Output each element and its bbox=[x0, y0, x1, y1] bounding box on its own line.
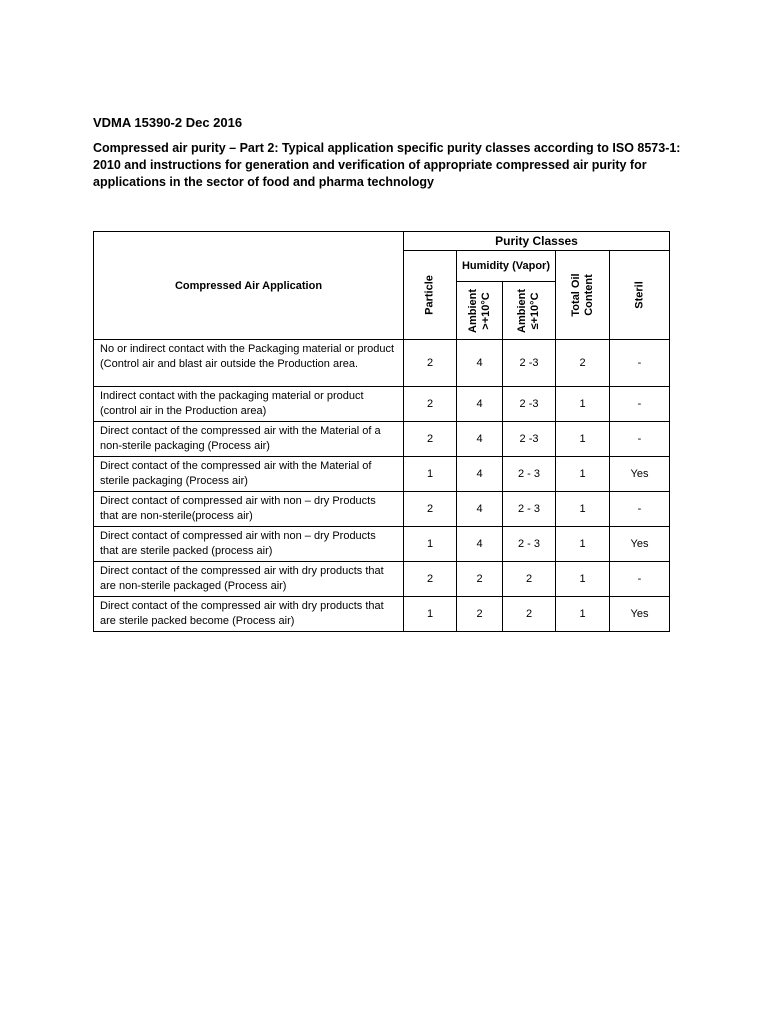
oil-cell: 1 bbox=[556, 457, 610, 492]
amb1-cell: 4 bbox=[457, 340, 503, 387]
application-cell: Direct contact of the compressed air with dry products that are sterile packed become (Process air) bbox=[94, 597, 404, 632]
purity-classes-table bbox=[93, 231, 670, 632]
amb1-cell: 4 bbox=[457, 492, 503, 527]
steril-header: Steril bbox=[610, 251, 670, 340]
steril-cell: - bbox=[610, 562, 670, 597]
table-row bbox=[94, 527, 670, 562]
table-row bbox=[94, 562, 670, 597]
amb2-cell: 2 - 3 bbox=[503, 527, 556, 562]
oil-cell: 1 bbox=[556, 562, 610, 597]
amb2-cell: 2 bbox=[503, 597, 556, 632]
particle-cell: 2 bbox=[404, 340, 457, 387]
steril-cell: - bbox=[610, 422, 670, 457]
application-cell: Direct contact of the compressed air with dry products that are non-sterile packaged (Process air) bbox=[94, 562, 404, 597]
oil-cell: 1 bbox=[556, 527, 610, 562]
particle-cell: 2 bbox=[404, 562, 457, 597]
oil-cell: 1 bbox=[556, 422, 610, 457]
amb2-cell: 2 -3 bbox=[503, 422, 556, 457]
particle-cell: 1 bbox=[404, 527, 457, 562]
application-cell: No or indirect contact with the Packaging material or product (Control air and blast air outside the Production area. bbox=[94, 340, 404, 387]
amb1-cell: 4 bbox=[457, 422, 503, 457]
oil-cell: 1 bbox=[556, 597, 610, 632]
amb1-cell: 2 bbox=[457, 597, 503, 632]
table-row bbox=[94, 422, 670, 457]
application-cell: Direct contact of compressed air with non – dry Products that are non-sterile(process air) bbox=[94, 492, 404, 527]
table-row bbox=[94, 492, 670, 527]
ambient-above-10c-header: Ambient >+10°C bbox=[457, 282, 503, 340]
amb1-cell: 4 bbox=[457, 527, 503, 562]
steril-cell: Yes bbox=[610, 597, 670, 632]
steril-cell: Yes bbox=[610, 527, 670, 562]
table-row bbox=[94, 457, 670, 492]
amb2-cell: 2 - 3 bbox=[503, 492, 556, 527]
steril-cell: - bbox=[610, 492, 670, 527]
document-title: Compressed air purity – Part 2: Typical application specific purity classes according to ISO 8573-1: 2010 and instructions for generation and verification of appropriate compressed air purity for applications in the sector of food and pharma technology bbox=[93, 141, 681, 189]
table-row bbox=[94, 597, 670, 632]
total-oil-content-header: Total Oil Content bbox=[556, 251, 610, 340]
particle-cell: 1 bbox=[404, 457, 457, 492]
steril-cell: - bbox=[610, 387, 670, 422]
particle-cell: 2 bbox=[404, 492, 457, 527]
particle-header: Particle bbox=[404, 251, 457, 340]
amb2-cell: 2 -3 bbox=[503, 387, 556, 422]
compressed-air-application-header: Compressed Air Application bbox=[94, 232, 404, 340]
oil-cell: 1 bbox=[556, 387, 610, 422]
purity-classes-header: Purity Classes bbox=[404, 232, 670, 251]
steril-cell: - bbox=[610, 340, 670, 387]
application-cell: Direct contact of the compressed air with the Material of a non-sterile packaging (Process air) bbox=[94, 422, 404, 457]
document-id: VDMA 15390-2 Dec 2016 bbox=[93, 115, 243, 130]
amb2-cell: 2 -3 bbox=[503, 340, 556, 387]
table-row bbox=[94, 387, 670, 422]
amb1-cell: 4 bbox=[457, 387, 503, 422]
steril-cell: Yes bbox=[610, 457, 670, 492]
application-cell: Direct contact of the compressed air with the Material of sterile packaging (Process air) bbox=[94, 457, 404, 492]
application-cell: Direct contact of compressed air with non – dry Products that are sterile packed (process air) bbox=[94, 527, 404, 562]
amb1-cell: 2 bbox=[457, 562, 503, 597]
particle-cell: 2 bbox=[404, 387, 457, 422]
amb2-cell: 2 - 3 bbox=[503, 457, 556, 492]
oil-cell: 1 bbox=[556, 492, 610, 527]
amb1-cell: 4 bbox=[457, 457, 503, 492]
application-cell: Indirect contact with the packaging material or product (control air in the Production area) bbox=[94, 387, 404, 422]
oil-cell: 2 bbox=[556, 340, 610, 387]
table-row bbox=[94, 340, 670, 387]
particle-cell: 2 bbox=[404, 422, 457, 457]
humidity-header: Humidity (Vapor) bbox=[457, 251, 556, 282]
ambient-at-or-below-10c-header: Ambient ≤+10°C bbox=[503, 282, 556, 340]
amb2-cell: 2 bbox=[503, 562, 556, 597]
particle-cell: 1 bbox=[404, 597, 457, 632]
